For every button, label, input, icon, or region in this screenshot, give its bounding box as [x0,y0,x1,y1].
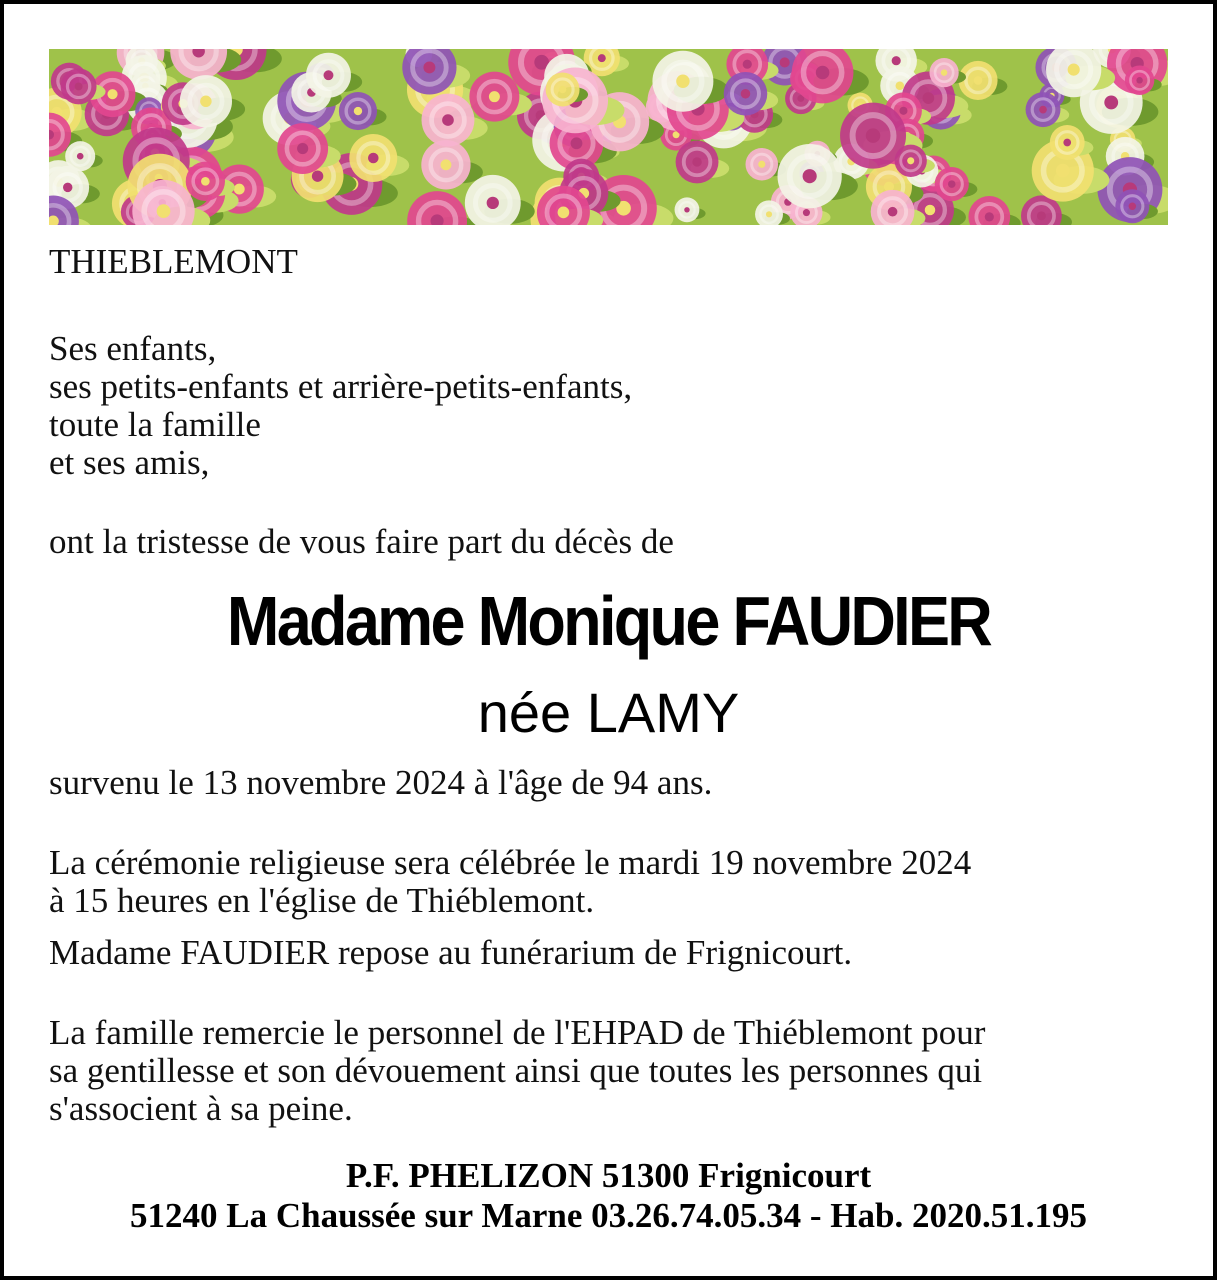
ceremony-line-1: La cérémonie religieuse sera célébrée le mardi 19 novembre 2024 [49,843,972,882]
funeral-home-line-1: P.F. PHELIZON 51300 Frignicourt [345,1156,872,1195]
announcement-text: ont la tristesse de vous faire part du décès de [49,522,674,561]
thanks-line-2: sa gentillesse et son dévouement ainsi que toutes les personnes qui [49,1051,983,1090]
flowers-banner-image [49,49,1168,225]
thanks-line-1: La famille remercie le personnel de l'EHPAD de Thiéblemont pour [49,1013,986,1052]
thanks-line-3: s'associent à sa peine. [49,1089,353,1128]
deceased-name: Madame Monique FAUDIER [226,582,991,660]
family-line-1: Ses enfants, [49,329,217,368]
family-line-2: ses petits-enfants et arrière-petits-enfants, [49,367,633,406]
family-line-4: et ses amis, [49,443,210,482]
rest-info: Madame FAUDIER repose au funérarium de Frignicourt. [49,933,853,972]
death-info: survenu le 13 novembre 2024 à l'âge de 94 ans. [49,763,713,802]
maiden-name: née LAMY [477,681,740,744]
family-line-3: toute la famille [49,405,261,444]
flowers-illustration [49,49,1168,225]
funeral-home-line-2: 51240 La Chaussée sur Marne 03.26.74.05.34 - Hab. 2020.51.195 [129,1196,1087,1235]
ceremony-line-2: à 15 heures en l'église de Thiéblemont. [49,881,595,920]
location-heading: THIEBLEMONT [49,242,298,281]
